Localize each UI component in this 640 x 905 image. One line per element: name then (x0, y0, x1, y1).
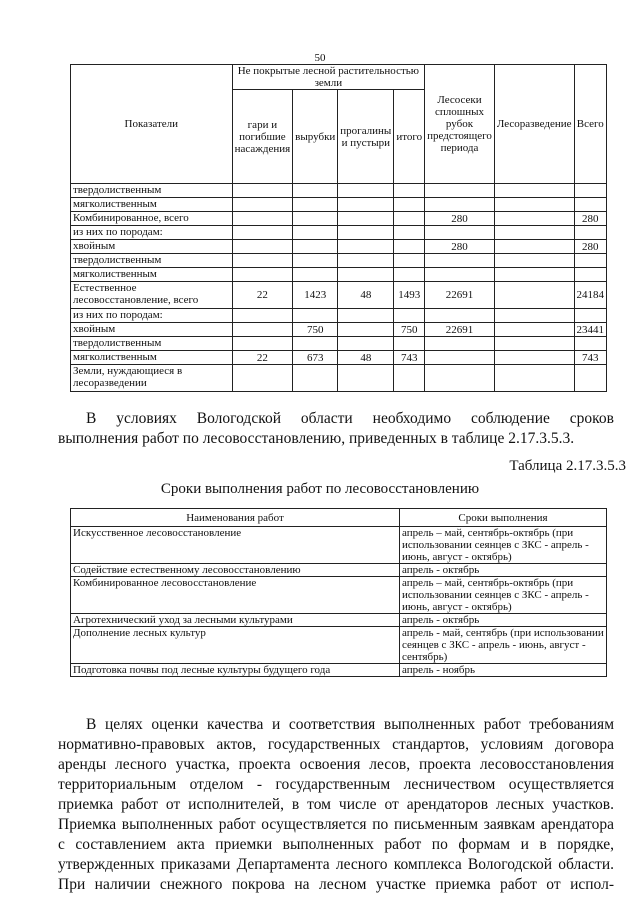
table-row (71, 664, 607, 677)
table-cell (394, 365, 425, 392)
work-terms: апрель – май, сентябрь-октябрь (при использовании сеянцев с ЗКС - апрель - июнь, август - октябрь) (400, 577, 607, 614)
table-cell (293, 268, 338, 282)
table-cell (232, 212, 293, 226)
table-cell: 1423 (293, 282, 338, 309)
table-cell (293, 254, 338, 268)
col-not-covered: Не покрытые лесной растительностью земли (232, 65, 425, 90)
table-cell (293, 337, 338, 351)
table-cell (394, 268, 425, 282)
table-cell (494, 351, 574, 365)
paragraph-2-line-1: В целях оценки качества и соответствия выполненных работ требованиям (86, 716, 614, 733)
col-indicators: Показатели (71, 65, 233, 184)
table-cell (394, 198, 425, 212)
paragraph-2-line-8: утвержденных приказами Департамента лесного комплекса Вологодской области. (58, 856, 614, 873)
table-cell: 280 (425, 240, 495, 254)
table-cell (425, 337, 495, 351)
table-cell (338, 254, 394, 268)
table-row (71, 323, 607, 337)
table-row (71, 351, 607, 365)
table-cell (338, 212, 394, 226)
row-label: мягколиственным (71, 198, 233, 212)
table-cell: 22 (232, 351, 293, 365)
table-cell (574, 184, 607, 198)
work-terms-table (70, 508, 607, 677)
table-row (71, 198, 607, 212)
table-row (71, 309, 607, 323)
terms-table-body (71, 527, 607, 677)
table-cell: 280 (574, 212, 607, 226)
paragraph-2-line-4: территориальным отделом - государственным лесничеством осуществляется (58, 776, 614, 793)
table-cell (293, 309, 338, 323)
table-cell: 743 (574, 351, 607, 365)
table-cell (494, 184, 574, 198)
row-label: твердолиственным (71, 337, 233, 351)
table-cell (425, 254, 495, 268)
work-name: Комбинированное лесовосстановление (71, 577, 400, 614)
table-cell (494, 337, 574, 351)
table-cell (425, 184, 495, 198)
col-total-sub: итого (394, 90, 425, 184)
table-cell (293, 240, 338, 254)
table-label: Таблица 2.17.3.5.3 (509, 458, 626, 474)
table-cell (494, 268, 574, 282)
col-terms: Сроки выполнения (400, 509, 607, 527)
table-cell (293, 226, 338, 240)
table-row (71, 212, 607, 226)
table-cell (232, 309, 293, 323)
table-cell (394, 226, 425, 240)
row-label: мягколиственным (71, 351, 233, 365)
table-cell (338, 240, 394, 254)
paragraph-1-line-1: В условиях Вологодской области необходимо соблюдение сроков (86, 410, 614, 427)
table-cell: 48 (338, 351, 394, 365)
work-name: Дополнение лесных культур (71, 627, 400, 664)
paragraph-2-line-9: При наличии снежного покрова на лесном участке приемка работ от испол- (58, 876, 614, 893)
paragraph-1-line-2: выполнения работ по лесовосстановлению, приведенных в таблице 2.17.3.5.3. (58, 430, 575, 447)
table-cell (232, 268, 293, 282)
col-burnt: гари и погибшие насаждения (232, 90, 293, 184)
work-terms: апрель – май, сентябрь-октябрь (при использовании сеянцев с ЗКС - апрель - июнь, август - октябрь) (400, 527, 607, 564)
table-cell (232, 240, 293, 254)
col-cuttings: вырубки (293, 90, 338, 184)
table-cell (494, 240, 574, 254)
table-row (71, 577, 607, 614)
table-row (71, 268, 607, 282)
work-name: Искусственное лесовосстановление (71, 527, 400, 564)
table-cell (394, 337, 425, 351)
table-cell: 22691 (425, 282, 495, 309)
col-clearings: прогалины и пустыри (338, 90, 394, 184)
table-cell: 750 (394, 323, 425, 337)
paragraph-1 (58, 409, 614, 449)
table-cell (494, 282, 574, 309)
table-cell: 22 (232, 282, 293, 309)
paragraph-2-line-6: Приемка выполненных работ осуществляется по письменным заявкам арендатора (58, 816, 614, 833)
table-cell (425, 226, 495, 240)
work-terms: апрель - май, сентябрь (при использовании сеянцев с ЗКС - апрель - июнь, август - сентябрь) (400, 627, 607, 664)
col-reforestation: Лесоразведение (494, 65, 574, 184)
table-cell (425, 268, 495, 282)
work-terms: апрель - октябрь (400, 564, 607, 577)
table-cell (574, 226, 607, 240)
table-cell (232, 337, 293, 351)
table-cell (494, 198, 574, 212)
table-cell: 280 (574, 240, 607, 254)
row-label: Комбинированное, всего (71, 212, 233, 226)
table-cell (394, 240, 425, 254)
work-name: Подготовка почвы под лесные культуры будущего года (71, 664, 400, 677)
table-cell (338, 323, 394, 337)
table-row (71, 282, 607, 309)
table-cell (232, 226, 293, 240)
table-cell (394, 184, 425, 198)
table-cell (338, 365, 394, 392)
work-name: Содействие естественному лесовосстановлению (71, 564, 400, 577)
table-cell: 23441 (574, 323, 607, 337)
row-label: из них по породам: (71, 309, 233, 323)
paragraph-2-line-7: с составлением акта приемки выполненных работ по формам и в порядке, (58, 836, 614, 853)
table-cell (394, 254, 425, 268)
table-cell: 48 (338, 282, 394, 309)
table-cell (232, 198, 293, 212)
table-title: Сроки выполнения работ по лесовосстановлению (160, 481, 480, 497)
table-row (71, 614, 607, 627)
table-cell (574, 337, 607, 351)
table-cell (232, 323, 293, 337)
land-categories-table (70, 64, 607, 392)
col-work: Наименования работ (71, 509, 400, 527)
table-cell: 22691 (425, 323, 495, 337)
row-label: из них по породам: (71, 226, 233, 240)
table-cell (494, 323, 574, 337)
table-cell (494, 226, 574, 240)
table-cell (232, 184, 293, 198)
row-label: хвойным (71, 240, 233, 254)
table-cell (574, 254, 607, 268)
table-cell (293, 198, 338, 212)
paragraph-2-line-3: аренды лесного участка, проекта освоения лесов, проекта лесовосстановления (58, 756, 614, 773)
table-cell (338, 198, 394, 212)
row-label: твердолиственным (71, 254, 233, 268)
paragraph-2-line-2: нормативно-правовых актов, государственных стандартов, условиям договора (58, 736, 614, 753)
table-cell (425, 309, 495, 323)
table-cell (293, 212, 338, 226)
table-cell (494, 309, 574, 323)
paragraph-2 (58, 715, 614, 895)
table-cell (574, 309, 607, 323)
table-cell: 1493 (394, 282, 425, 309)
table-cell (494, 254, 574, 268)
table-cell (293, 184, 338, 198)
table-cell (293, 365, 338, 392)
table-cell (574, 365, 607, 392)
table-row (71, 527, 607, 564)
table-cell (338, 184, 394, 198)
table-row (71, 254, 607, 268)
row-label: хвойным (71, 323, 233, 337)
table-cell (232, 254, 293, 268)
table-cell (394, 212, 425, 226)
table-row (71, 184, 607, 198)
table-cell: 750 (293, 323, 338, 337)
table-row (71, 226, 607, 240)
col-cutting-areas: Лесосеки сплошных рубок предстоящего периода (425, 65, 495, 184)
table-cell (494, 365, 574, 392)
row-label: Земли, нуждающиеся в лесоразведении (71, 365, 233, 392)
row-label: твердолиственным (71, 184, 233, 198)
table-row (71, 365, 607, 392)
table-cell (574, 268, 607, 282)
table-cell (338, 337, 394, 351)
table-cell (338, 226, 394, 240)
land-table-body (71, 184, 607, 392)
table-cell: 24184 (574, 282, 607, 309)
paragraph-2-line-5: приемка работ от исполнителей, в том числе от арендаторов лесных участков. (58, 796, 614, 813)
table-cell (338, 268, 394, 282)
table-cell (425, 365, 495, 392)
table-cell: 743 (394, 351, 425, 365)
table-cell (494, 212, 574, 226)
page-number: 50 (314, 52, 326, 64)
table-cell: 673 (293, 351, 338, 365)
table-row (71, 240, 607, 254)
work-name: Агротехнический уход за лесными культурами (71, 614, 400, 627)
table-cell: 280 (425, 212, 495, 226)
work-terms: апрель - октябрь (400, 614, 607, 627)
table-row (71, 337, 607, 351)
row-label: мягколиственным (71, 268, 233, 282)
table-cell (574, 198, 607, 212)
table-cell (425, 351, 495, 365)
table-row (71, 627, 607, 664)
table-cell (425, 198, 495, 212)
row-label: Естественное лесовосстановление, всего (71, 282, 233, 309)
col-total: Всего (574, 65, 607, 184)
table-cell (338, 309, 394, 323)
work-terms: апрель - ноябрь (400, 664, 607, 677)
table-cell (394, 309, 425, 323)
table-cell (232, 365, 293, 392)
table-row (71, 564, 607, 577)
